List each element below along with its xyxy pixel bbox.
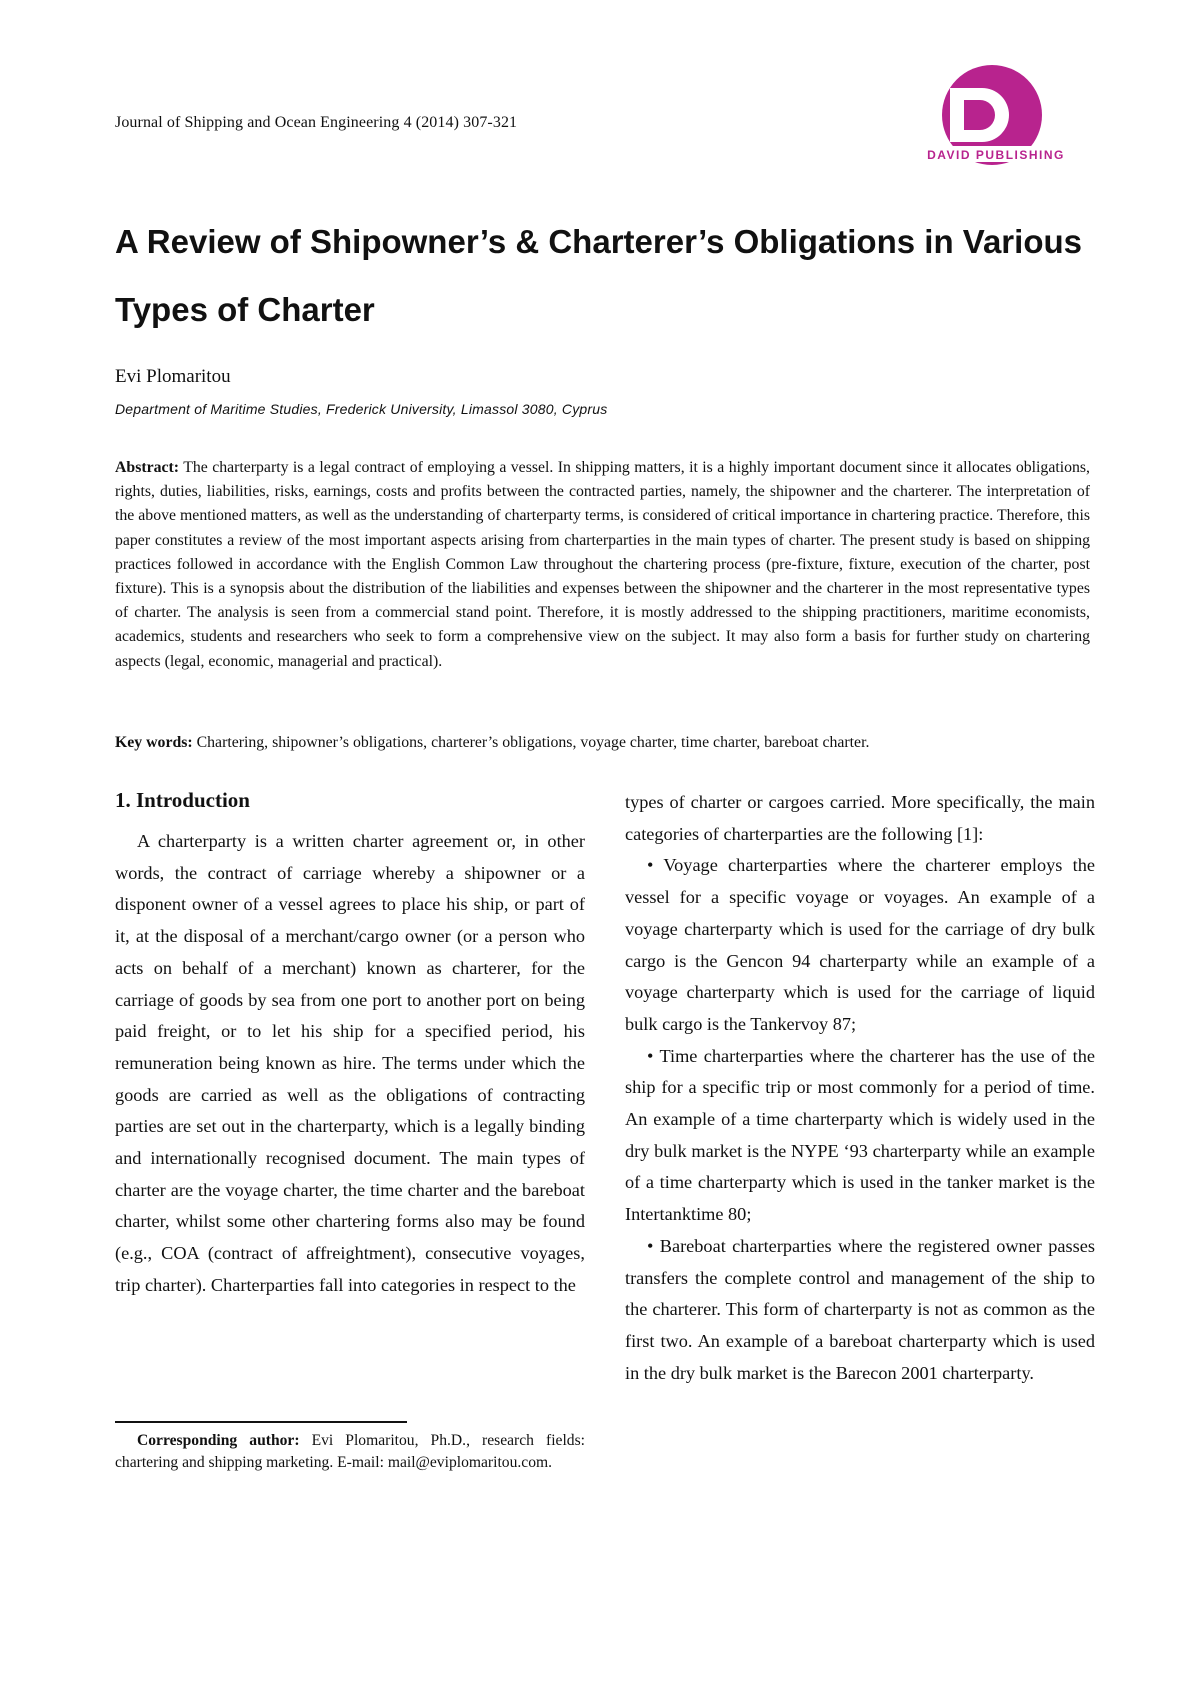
left-column [115, 784, 585, 1302]
keywords-text: Chartering, shipowner’s obligations, charterer’s obligations, voyage charter, time charter, bareboat charter. [196, 734, 870, 751]
david-publishing-logo [880, 60, 1100, 190]
journal-citation: Journal of Shipping and Ocean Engineering 4 (2014) 307-321 [115, 114, 518, 131]
paper-title: A Review of Shipowner’s & Charterer’s Obligations in Various Types of Charter [115, 223, 1082, 328]
abstract-label: Abstract: [115, 459, 180, 476]
logo-text: DAVID PUBLISHING [927, 148, 1065, 162]
author-affiliation: Department of Maritime Studies, Frederick University, Limassol 3080, Cyprus [115, 401, 608, 417]
bullet-voyage: • Voyage charterparties where the charterer employs the vessel for a specific voyage or voyages. An example of a voyage charterparty which is used for the carriage of dry bulk cargo is the Gencon 94 charterparty while an example of a voyage charterparty which is used for the carriage of liquid bulk cargo is the Tankervoy 87; [625, 855, 1095, 1034]
abstract [115, 456, 1090, 674]
intro-paragraph: A charterparty is a written charter agreement or, in other words, the contract of carriage whereby a shipowner or a disponent owner of a vessel agrees to place his ship, or part of it, at the disposal of a merchant/cargo owner (or a person who acts on behalf of a merchant) known as charterer, for the carriage of goods by sea from one port to another port on being paid freight, or to let his ship for a specified period, his remuneration being known as hire. The terms under which the goods are carried as well as the obligations of contracting parties are set out in the charterparty, which is a legally binding and internationally recognised document. The main types of charter are the voyage charter, the time charter and the bareboat charter, whilst some other chartering forms also may be found (e.g., COA (contract of affreightment), consecutive voyages, trip charter). Charterparties fall into categories in respect to the [115, 831, 585, 1295]
bullet-time: • Time charterparties where the charterer has the use of the ship for a specific trip or most commonly for a period of time. An example of a time charterparty which is widely used in the dry bulk market is the NYPE ‘93 charterparty while an example of a time charterparty which is used in the tanker market is the Intertanktime 80; [625, 1045, 1095, 1225]
bullet-bareboat: • Bareboat charterparties where the registered owner passes transfers the complete control and management of the ship to the charterer. This form of charterparty is not as common as the first two. An example of a bareboat charterparty which is used in the dry bulk market is the Barecon 2001 charterparty. [625, 1235, 1095, 1383]
author-name: Evi Plomaritou [115, 366, 231, 387]
footnote-label: Corresponding author: [137, 1432, 300, 1449]
corresponding-author-footnote [115, 1430, 585, 1473]
footnote-text: Evi Plomaritou, Ph.D., research fields: chartering and shipping marketing. E-mail: mail@eviplomaritou.com. [115, 1432, 585, 1471]
right-column [625, 787, 1095, 1389]
keywords-label: Key words: [115, 734, 193, 751]
section-heading: 1. Introduction [115, 788, 250, 812]
keywords [115, 734, 1090, 752]
abstract-text: The charterparty is a legal contract of employing a vessel. In shipping matters, it is a highly important document since it allocates obligations, rights, duties, liabilities, risks, earnings, costs and profits between the contracted parties, namely, the shipowner and the charterer. The interpretation of the above mentioned matters, as well as the understanding of charterparty terms, is considered of critical importance in chartering practice. Therefore, this paper constitutes a review of the most important aspects arising from charterparties in the main types of charter. The present study is based on shipping practices followed in accordance with the English Common Law throughout the chartering process (pre-fixture, fixture, execution of the charter, post fixture). This is a synopsis about the distribution of the liabilities and expenses between the shipowner and the charterer in the most representative types of charter. The analysis is seen from a commercial stand point. Therefore, it is mostly addressed to the shipping practitioners, maritime economists, academics, students and researchers who seek to form a comprehensive view on the subject. It may also form a basis for further study on chartering aspects (legal, economic, managerial and practical). [115, 459, 1091, 670]
footnote-divider [115, 1421, 407, 1423]
intro-continuation: types of charter or cargoes carried. More specifically, the main categories of charterparties are the following [1]: [625, 792, 1095, 844]
